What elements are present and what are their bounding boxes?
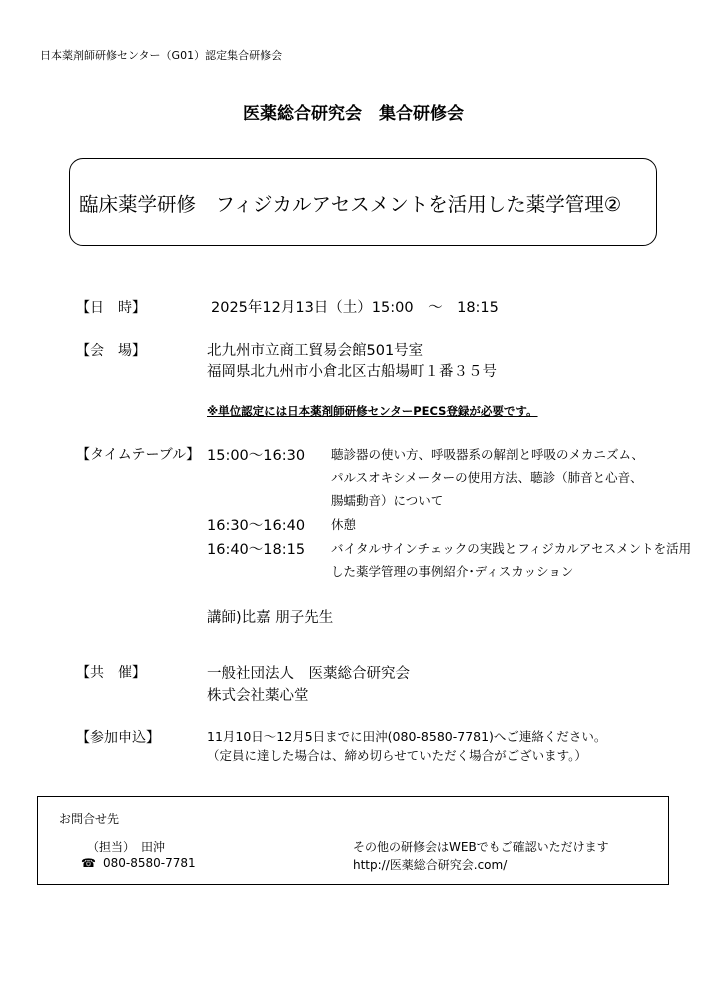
host-org-2: 株式会社薬心堂 [207, 688, 309, 704]
timetable-time-2: 16:30～16:40 [207, 518, 306, 534]
contact-title: お問合せ先 [59, 812, 120, 826]
timetable-desc-3a: バイタルサインチェックの実践とフィジカルアセスメントを活用 [331, 541, 692, 556]
timetable-time-1: 15:00～16:30 [207, 448, 306, 464]
timetable-desc-1b: パルスオキシメーターの使用方法、聴診（肺音と心音、 [331, 470, 643, 485]
main-title: 臨床薬学研修 フィジカルアセスメントを活用した薬学管理② [79, 193, 622, 216]
apply-instructions: 11月10日～12月5日までに田沖(080-8580-7781)へご連絡ください。 [207, 729, 607, 744]
contact-phone: 080-8580-7781 [103, 856, 196, 870]
venue-address: 福岡県北九州市小倉北区古船場町１番３５号 [207, 364, 497, 380]
timetable-desc-1c: 腸蠕動音）について [331, 493, 444, 508]
host-label: 【共 催】 [76, 665, 146, 681]
apply-capacity-note: （定員に達した場合は、締め切らせていただく場合がございます。） [207, 748, 587, 763]
venue-label: 【会 場】 [76, 343, 146, 359]
timetable-desc-3b: した薬学管理の事例紹介･ディスカッション [331, 564, 574, 579]
contact-url[interactable]: http://医薬総合研究会.com/ [353, 858, 508, 872]
contact-person: （担当） 田沖 [87, 840, 166, 854]
timetable-label: 【タイムテーブル】 [76, 447, 201, 463]
host-org-1: 一般社団法人 医薬総合研究会 [207, 666, 410, 682]
certification-header: 日本薬剤師研修センター（G01）認定集合研修会 [40, 49, 283, 62]
timetable-desc-2: 休憩 [331, 517, 357, 532]
contact-web-note: その他の研修会はWEBでもご確認いただけます [353, 840, 609, 854]
lecturer: 講師)比嘉 朋子先生 [207, 610, 334, 626]
timetable-time-3: 16:40～18:15 [207, 542, 306, 558]
pecs-note: ※単位認定には日本薬剤師研修センターPECS登録が必要です。 [207, 404, 538, 418]
apply-label: 【参加申込】 [76, 730, 160, 746]
datetime-value: 2025年12月13日（土）15:00 ～ 18:15 [211, 300, 499, 316]
phone-icon: ☎ [81, 856, 96, 870]
datetime-label: 【日 時】 [76, 300, 146, 316]
timetable-desc-1a: 聴診器の使い方、呼吸器系の解剖と呼吸のメカニズム、 [331, 447, 644, 462]
venue-name: 北九州市立商工貿易会館501号室 [207, 343, 424, 359]
organization-title: 医薬総合研究会 集合研修会 [243, 104, 464, 124]
